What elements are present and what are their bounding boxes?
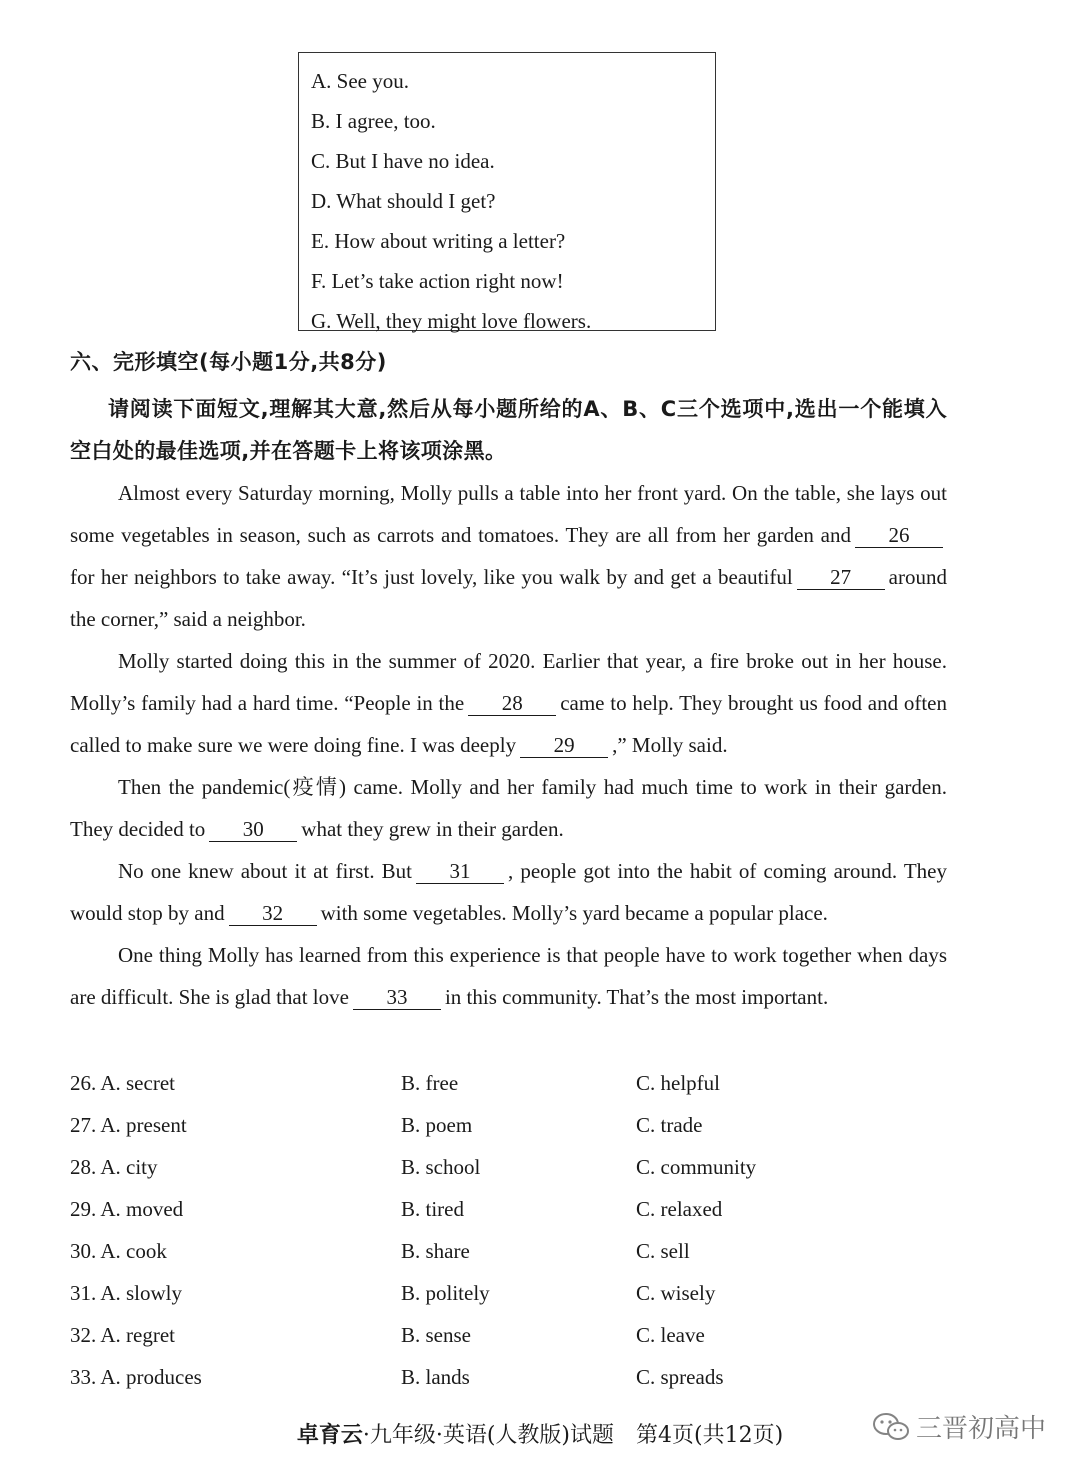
option-d: D. What should I get? [311,189,496,213]
passage-text: One thing Molly has learned from this experience is that people have to work together when days are difficult. She is glad that love [70,943,947,1009]
passage-text: , people got into the habit of coming around. They would stop by and [70,859,947,925]
choice-a: 26. A. secret [70,1071,175,1095]
choice-c: C. helpful [636,1071,720,1095]
section-instructions: 请阅读下面短文,理解其大意,然后从每小题所给的A、B、C三个选项中,选出一个能填入空白处的最佳选项,并在答题卡上将该项涂黑。 [70,397,947,463]
section-title: 六、完形填空(每小题1分,共8分) [70,350,387,374]
question-30 [70,1230,947,1272]
passage-text: Almost every Saturday morning, Molly pulls a table into her front yard. On the table, she lays out some vegetables in season, such as carrots and tomatoes. They are all from her garden and [70,481,947,547]
option-b: B. I agree, too. [311,109,436,133]
passage-paragraph-1 [70,472,947,640]
choice-a: 31. A. slowly [70,1281,183,1305]
choice-b: B. free [401,1071,459,1095]
choice-b: B. sense [401,1323,471,1347]
passage-paragraph-3 [70,766,947,850]
choice-a: 27. A. present [70,1113,187,1137]
choice-a: 28. A. city [70,1155,158,1179]
dialogue-options-box [298,52,716,331]
footer-text: ·九年级·英语(人教版)试题 第4页(共12页) [362,1423,784,1448]
passage-text: for her neighbors to take away. “It’s just lovely, like you walk by and get a beautiful [70,565,793,589]
passage-text: Then the pandemic(疫情) came. Molly and her family had much time to work in their garden. They decided to [70,775,947,841]
question-29 [70,1188,947,1230]
passage-text: Molly started doing this in the summer of 2020. Earlier that year, a fire broke out in her house. Molly’s family had a hard time. “People in the [70,649,947,715]
option-e: E. How about writing a letter? [311,229,566,253]
footer-brand: 卓育云 [296,1422,363,1448]
choice-b: B. school [401,1155,481,1179]
choice-c: C. spreads [636,1365,724,1389]
option-c: C. But I have no idea. [311,149,495,173]
question-31 [70,1272,947,1314]
choice-b: B. lands [401,1365,470,1389]
passage-paragraph-4 [70,850,947,934]
choice-c: C. trade [636,1113,703,1137]
passage-text: with some vegetables. Molly’s yard became a popular place. [320,901,828,925]
passage-text: came to help. They brought us food and often called to make sure we were doing fine. I was deeply [70,691,947,757]
choice-b: B. share [401,1239,470,1263]
question-33 [70,1356,947,1398]
blank-33: 33 [353,985,441,1010]
blank-32: 32 [229,901,317,926]
choice-c: C. wisely [636,1281,716,1305]
choice-c: C. relaxed [636,1197,723,1221]
passage-text: around the corner,” said a neighbor. [70,565,947,631]
passage-text: No one knew about it at first. But [118,859,412,883]
question-26 [70,1062,947,1104]
answer-choices [70,1062,947,1398]
cloze-passage [70,472,947,1018]
choice-a: 30. A. cook [70,1239,167,1263]
option-g: G. Well, they might love flowers. [311,309,592,333]
blank-26: 26 [855,523,943,548]
blank-31: 31 [416,859,504,884]
choice-a: 33. A. produces [70,1365,202,1389]
passage-paragraph-5 [70,934,947,1018]
watermark-text: 三晋初高中 [915,1414,1046,1444]
blank-28: 28 [468,691,556,716]
choice-c: C. leave [636,1323,705,1347]
choice-a: 29. A. moved [70,1197,184,1221]
question-32 [70,1314,947,1356]
option-a: A. See you. [311,69,409,93]
passage-paragraph-2 [70,640,947,766]
choice-c: C. community [636,1155,757,1179]
blank-27: 27 [797,565,885,590]
passage-text: in this community. That’s the most important. [444,985,829,1009]
choice-a: 32. A. regret [70,1323,175,1347]
choice-b: B. tired [401,1197,464,1221]
blank-29: 29 [520,733,608,758]
choice-c: C. sell [636,1239,690,1263]
choice-b: B. politely [401,1281,490,1305]
blank-30: 30 [209,817,297,842]
passage-text: what they grew in their garden. [301,817,564,841]
option-f: F. Let’s take action right now! [311,269,564,293]
question-27 [70,1104,947,1146]
passage-text: ,” Molly said. [612,733,728,757]
question-28 [70,1146,947,1188]
wechat-icon [872,1412,910,1442]
choice-b: B. poem [401,1113,473,1137]
watermark [872,1408,1046,1445]
